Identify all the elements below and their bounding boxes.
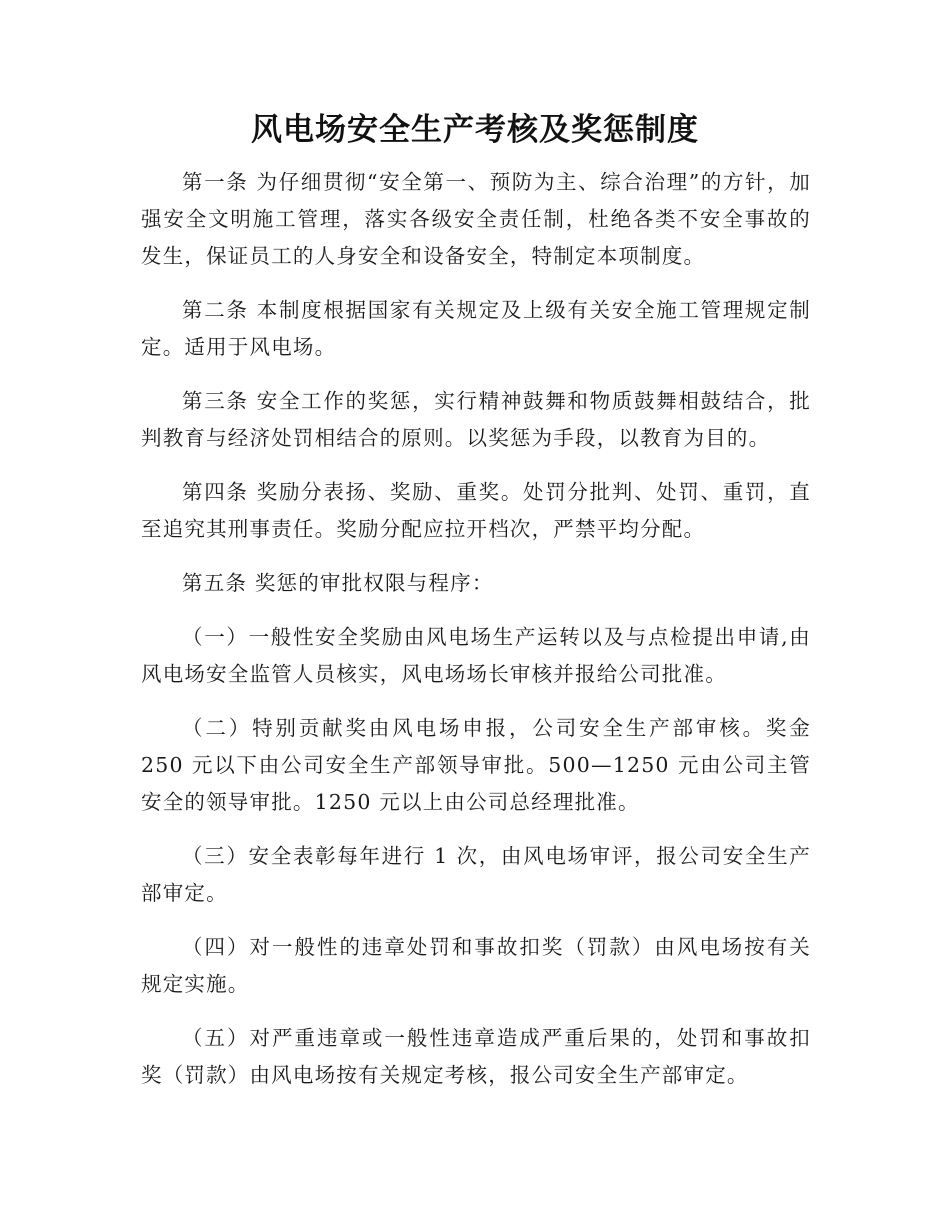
clause-1: （一）一般性安全奖励由风电场生产运转以及与点检提出申请,由风电场安全监管人员核实，风电场场长审核并报给公司批准。 [141, 625, 811, 686]
article-4: 第四条 奖励分表扬、奖励、重奖。处罚分批判、处罚、重罚，直至追究其刑事责任。奖励分配应拉开档次，严禁平均分配。 [141, 480, 811, 541]
article-5: 第五条 奖惩的审批权限与程序： [182, 571, 494, 595]
article-3: 第三条 安全工作的奖惩，实行精神鼓舞和物质鼓舞相鼓结合，批判教育与经济处罚相结合的原则。以奖惩为手段，以教育为目的。 [141, 389, 811, 450]
clause-2: （二）特别贡献奖由风电场申报，公司安全生产部审核。奖金 250 元以下由公司安全生产部领导审批。500—1250 元由公司主管安全的领导审批。1250 元以上由公司总经理批准。 [141, 716, 811, 814]
document-title: 风电场安全生产考核及奖惩制度 [251, 112, 699, 148]
clause-3: （三）安全表彰每年进行 1 次，由风电场审评，报公司安全生产部审定。 [141, 844, 811, 905]
article-2: 第二条 本制度根据国家有关规定及上级有关安全施工管理规定制定。适用于风电场。 [141, 298, 811, 359]
clause-5: （五）对严重违章或一般性违章造成严重后果的，处罚和事故扣奖（罚款）由风电场按有关规定考核，报公司安全生产部审定。 [141, 1026, 811, 1087]
article-1: 第一条 为仔细贯彻“安全第一、预防为主、综合治理”的方针，加强安全文明施工管理，落实各级安全责任制，杜绝各类不安全事故的发生，保证员工的人身安全和设备安全，特制定本项制度。 [141, 170, 811, 268]
document-body [141, 164, 811, 1111]
clause-4: （四）对一般性的违章处罚和事故扣奖（罚款）由风电场按有关规定实施。 [141, 935, 811, 996]
